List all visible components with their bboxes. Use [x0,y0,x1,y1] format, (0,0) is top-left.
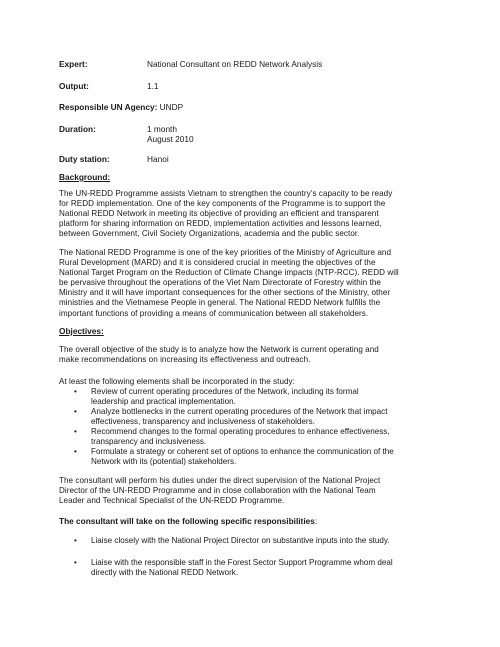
text-line: Network with its (potential) stakeholders. [91,457,237,467]
field-value: UNDP [159,102,184,112]
text-line: effectiveness, transparency and inclusiveness of stakeholders. [91,417,315,427]
field-value: Hanoi [147,154,169,164]
field-agency [59,102,183,112]
field-value: August 2010 [147,134,194,144]
bullet-icon: • [74,407,77,416]
text-line: The overall objective of the study is to analyze how the Network is current operating and [59,345,379,354]
text-line: The National REDD Programme is one of the key priorities of the Ministry of Agriculture and [59,248,392,257]
field-label: Duty station: [59,154,110,164]
text-line: Liaise closely with the National Project Director on substantive inputs into the study. [91,536,390,545]
field-value: 1.1 [147,81,159,91]
text-line: Analyze bottlenecks in the current operating procedures of the Network that impact [91,407,388,416]
field-value: 1 month [147,124,177,134]
objectives-heading: Objectives: [59,326,104,336]
bullet-icon: • [74,558,77,567]
text-line: be pervasive throughout the operations of the Viet Nam Directorate of Forestry within the [59,278,381,288]
background-paragraph-1 [59,189,454,239]
field-label: Duration: [59,124,96,134]
text-line: Recommend changes to the formal operating procedures to enhance effectiveness, [91,427,390,436]
field-duration [59,124,194,144]
field-label: Output: [59,81,89,91]
text-line: make recommendations on increasing its effectiveness and outreach. [59,355,311,365]
text-line: platform for sharing information on REDD, implementation activities and lessons learned, [59,219,382,229]
text-line: Ministry and it will have important consequences for the other sections of the Ministry, other [59,288,391,298]
text-line: for REDD implementation. One of the key components of the Programme is to support the [59,199,386,209]
text-line: leadership and practical implementation. [91,397,236,407]
bullet-icon: • [74,427,77,436]
field-label: Expert: [59,59,88,69]
text-line: between Government, Civil Society Organizations, academia and the public sector. [59,229,360,239]
text-line: directly with the National REDD Network. [91,568,239,578]
text-line: The UN-REDD Programme assists Vietnam to strengthen the country’s capacity to be ready [59,189,393,198]
field-output [59,81,159,91]
background-heading: Background: [59,172,111,182]
text-line: The consultant will perform his duties under the direct supervision of the National Project [59,476,381,485]
text-line: Director of the UN-REDD Programme and in close collaboration with the National Team [59,486,376,496]
bullet-icon: • [74,387,77,396]
field-value: National Consultant on REDD Network Analysis [147,59,323,69]
objectives-intro: At least the following elements shall be incorporated in the study: [59,377,295,386]
bullet-icon: • [74,536,77,545]
text-line: National Target Program on the Reduction of Climate Change impacts (NTP-RCC). REDD will [59,268,399,278]
text-line: transparency and inclusiveness. [91,437,207,447]
objectives-paragraph-2 [59,476,454,506]
field-expert [59,59,322,69]
text-line: ministries and the Vietnamese People in general. The National REDD Network fulfills the [59,298,381,308]
objectives-paragraph-1 [59,345,454,365]
field-label: Responsible UN Agency: [59,102,158,112]
text-line: Rural Development (MARD) and it is considered crucial in meeting the objectives of the [59,258,376,268]
field-duty-station [59,154,169,164]
text-line: Leader and Technical Specialist of the UN-REDD Programme. [59,496,285,506]
text-line: Formulate a strategy or coherent set of options to enhance the communication of the [91,447,394,456]
responsibilities-heading: The consultant will take on the following specific responsibilities: [59,516,318,526]
text-line: National REDD Network in meeting its objective of providing an efficient and transparent [59,209,379,219]
bullet-icon: • [74,447,77,456]
text-line: important functions of providing a means of communication between all stakeholders. [59,308,369,318]
text-line: Review of current operating procedures of the Network, including its formal [91,387,359,396]
text-line: Liaise with the responsible staff in the Forest Sector Support Programme whom deal [91,558,393,567]
background-paragraph-2 [59,248,454,319]
